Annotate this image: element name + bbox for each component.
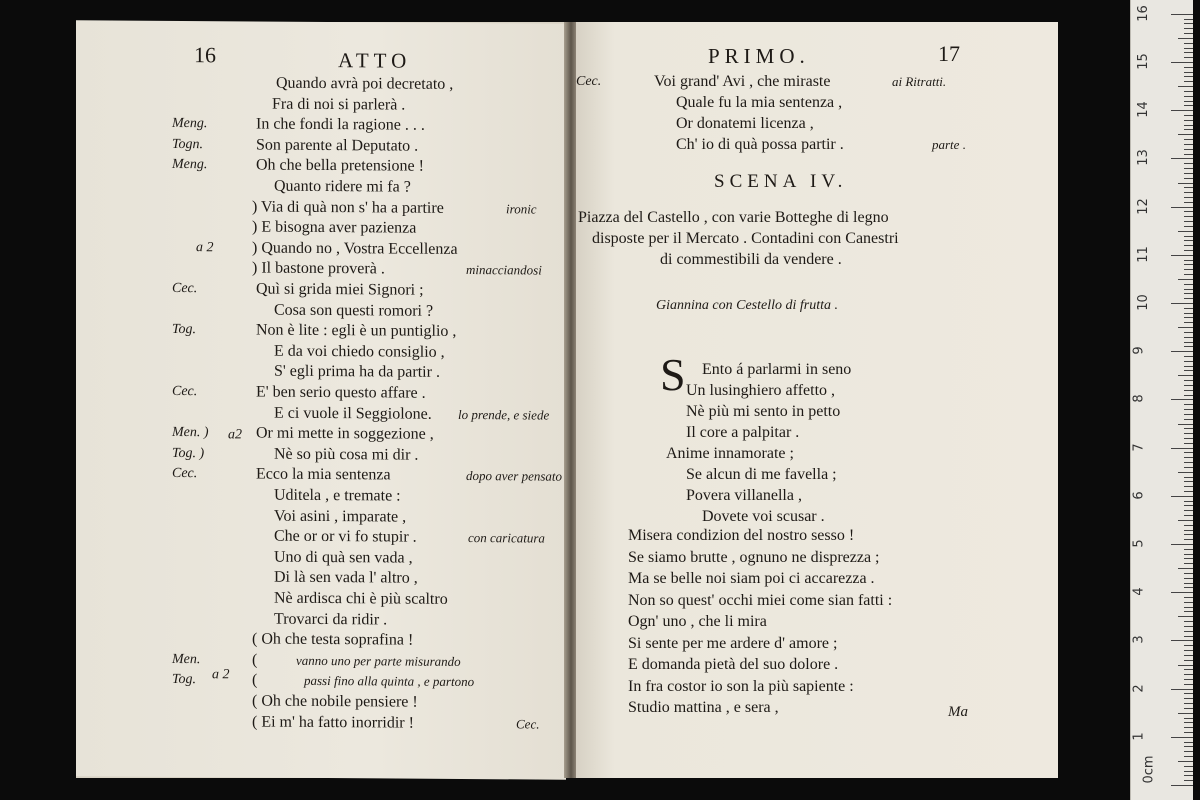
- stage-direction: passi fino alla quinta , e partono: [304, 673, 475, 690]
- ruler-tick: [1178, 327, 1193, 328]
- ruler-tick: [1184, 645, 1193, 646]
- ruler-tick: [1184, 693, 1193, 694]
- ruler-tick: [1184, 289, 1193, 290]
- ruler-tick: [1184, 727, 1193, 728]
- ruler-tick: [1184, 607, 1193, 608]
- ruler-tick: [1184, 149, 1193, 150]
- verse-line: ( Oh che nobile pensiere !: [252, 692, 418, 711]
- ruler-tick: [1184, 173, 1193, 174]
- ruler-tick: [1184, 269, 1193, 270]
- ruler-number: 5: [1131, 539, 1147, 548]
- verse-line: Ecco la mia sentenza: [256, 465, 391, 484]
- ruler-tick: [1184, 120, 1193, 121]
- stage-direction: con caricatura: [468, 530, 545, 546]
- ruler-number: 1: [1131, 732, 1147, 741]
- scene-setting-line: disposte per il Mercato . Contadini con Canestri: [592, 230, 899, 247]
- ruler-tick: [1178, 86, 1193, 87]
- scene-title: SCENA IV.: [714, 171, 848, 192]
- ruler-tick: [1184, 313, 1193, 314]
- ruler-tick: [1184, 452, 1193, 453]
- speaker-label: Meng.: [172, 157, 208, 173]
- ruler-tick: [1184, 404, 1193, 405]
- verse-line: Che or or vi fo stupir .: [274, 527, 417, 546]
- ruler-number: 9: [1131, 346, 1147, 355]
- ruler-tick: [1184, 72, 1193, 73]
- speaker-label: Tog.: [172, 322, 197, 338]
- ruler-tick: [1178, 279, 1193, 280]
- ruler-tick: [1184, 419, 1193, 420]
- ruler-tick: [1184, 708, 1193, 709]
- ruler-tick: [1178, 616, 1193, 617]
- ruler-tick: [1184, 655, 1193, 656]
- ruler-tick: [1184, 428, 1193, 429]
- ruler-tick: [1184, 144, 1193, 145]
- ruler-tick: [1184, 43, 1193, 44]
- recitative-line: Se siamo brutte , ognuno ne disprezza ;: [628, 548, 880, 566]
- ruler-tick: [1178, 568, 1193, 569]
- ruler-tick: [1184, 554, 1193, 555]
- recitative-line: Studio mattina , e sera ,: [628, 699, 779, 716]
- ruler-tick: [1184, 433, 1193, 434]
- recitative-line: Ogn' uno , che li mira: [628, 613, 767, 630]
- stage-direction: minacciandosi: [466, 262, 542, 278]
- ruler-tick: [1184, 293, 1193, 294]
- speaker-label: Cec.: [172, 383, 198, 400]
- ruler-tick: [1184, 19, 1193, 20]
- ruler-tick: [1184, 33, 1193, 34]
- verse-line: ) E bisogna aver pazienza: [252, 218, 417, 237]
- aria-line: Povera villanella ,: [686, 487, 802, 504]
- verse-line: Voi asini , imparate ,: [274, 507, 407, 526]
- ruler-tick: [1178, 183, 1193, 184]
- ruler-tick: [1184, 342, 1193, 343]
- ruler-tick: [1184, 91, 1193, 92]
- ruler-tick: [1184, 698, 1193, 699]
- ruler-tick: [1171, 303, 1193, 304]
- ruler-tick: [1184, 178, 1193, 179]
- ruler-tick: [1184, 409, 1193, 410]
- ruler-tick: [1184, 573, 1193, 574]
- verse-line: Uditela , e tremate :: [274, 486, 401, 505]
- ruler-tick: [1184, 105, 1193, 106]
- ruler-tick: [1184, 650, 1193, 651]
- aria-line: Se alcun di me favella ;: [686, 466, 837, 483]
- ruler-tick: [1184, 192, 1193, 193]
- ruler-number: 16: [1135, 5, 1151, 22]
- verse-line: Ch' io di quà possa partir .: [676, 136, 844, 153]
- ruler-tick: [1171, 158, 1193, 159]
- stage-direction: lo prende, e siede: [458, 406, 550, 423]
- ruler-tick: [1184, 626, 1193, 627]
- ruler-tick: [1178, 424, 1193, 425]
- verse-line: ( Oh che testa soprafina !: [252, 630, 414, 649]
- ruler-tick: [1184, 746, 1193, 747]
- ruler-tick: [1184, 163, 1193, 164]
- verse-line: Son parente al Deputato .: [256, 136, 419, 155]
- ruler-tick: [1184, 187, 1193, 188]
- ruler-tick: [1184, 337, 1193, 338]
- ruler-tick: [1184, 775, 1193, 776]
- a2-marker: a2: [228, 427, 242, 443]
- ruler-tick: [1184, 76, 1193, 77]
- verse-line: S' egli prima ha da partir .: [274, 363, 440, 382]
- verse-line: Nè so più cosa mi dir .: [274, 445, 419, 464]
- catchword: Ma: [948, 704, 968, 720]
- ruler-tick: [1171, 496, 1193, 497]
- verse-line: ) Via di quà non s' ha a partire: [252, 198, 444, 217]
- ruler-tick: [1184, 732, 1193, 733]
- ruler-tick: [1184, 771, 1193, 772]
- ruler-tick: [1184, 722, 1193, 723]
- ruler-tick: [1184, 679, 1193, 680]
- stage-direction: vanno uno per parte misurando: [296, 652, 461, 669]
- ruler-tick: [1184, 510, 1193, 511]
- aria-line: Anime innamorate ;: [666, 445, 794, 462]
- ruler-tick: [1184, 264, 1193, 265]
- ruler-number: 12: [1135, 197, 1151, 215]
- ruler-unit-label: 0cm: [1141, 755, 1157, 784]
- ruler-number: 8: [1131, 394, 1147, 404]
- ruler-number: 4: [1131, 587, 1147, 596]
- book-spread: [76, 22, 1058, 778]
- ruler-tick: [1184, 515, 1193, 516]
- ruler-number: 15: [1135, 53, 1151, 70]
- ruler-number: 10: [1135, 294, 1151, 311]
- verse-line: E ci vuole il Seggiolone.: [274, 404, 432, 423]
- ruler-tick: [1171, 14, 1193, 15]
- ruler-tick: [1184, 57, 1193, 58]
- verse-line: Quale fu la mia sentenza ,: [676, 94, 843, 111]
- page-number: 16: [194, 42, 216, 68]
- recitative-line: E domanda pietà del suo dolore .: [628, 656, 839, 673]
- ruler-tick: [1171, 62, 1193, 63]
- ruler-tick: [1184, 751, 1193, 752]
- a2-marker: a 2: [212, 667, 230, 683]
- aria-line: Nè più mi sento in petto: [686, 403, 841, 420]
- verse-line: Or mi mette in soggezione ,: [256, 424, 434, 443]
- ruler-tick: [1184, 28, 1193, 29]
- verse-line: Non è lite : egli è un puntiglio ,: [256, 321, 457, 341]
- ruler-tick: [1184, 284, 1193, 285]
- character-entry: Giannina con Cestello di frutta .: [656, 298, 838, 313]
- ruler-tick: [1184, 660, 1193, 661]
- ruler-number: 6: [1131, 491, 1147, 500]
- running-header: ATTO: [338, 48, 412, 73]
- ruler-tick: [1184, 346, 1193, 347]
- verse-line: Oh che bella pretensione !: [256, 156, 424, 176]
- ruler-tick: [1184, 221, 1193, 222]
- ruler-tick: [1184, 684, 1193, 685]
- ruler-tick: [1184, 366, 1193, 367]
- ruler-tick: [1184, 631, 1193, 632]
- ruler-tick: [1171, 207, 1193, 208]
- aria-line: Ento á parlarmi in seno: [702, 361, 852, 378]
- ruler-tick: [1184, 457, 1193, 458]
- ruler-tick: [1184, 240, 1193, 241]
- ruler-tick: [1184, 245, 1193, 246]
- ruler-tick: [1184, 356, 1193, 357]
- ruler-tick: [1184, 385, 1193, 386]
- verse-line: Quando avrà poi decretato ,: [276, 74, 454, 93]
- ruler-tick: [1184, 611, 1193, 612]
- ruler-tick: [1171, 544, 1193, 545]
- ruler-tick: [1184, 139, 1193, 140]
- aria-line: Dovete voi scusar .: [702, 508, 825, 525]
- ruler-tick: [1184, 236, 1193, 237]
- recitative-line: In fra costor io son la più sapiente :: [628, 677, 854, 695]
- ruler-tick: [1184, 395, 1193, 396]
- ruler-tick: [1184, 530, 1193, 531]
- ruler-tick: [1171, 448, 1193, 449]
- ruler-tick: [1184, 587, 1193, 588]
- ruler-tick: [1171, 737, 1193, 738]
- ruler-tick: [1171, 785, 1193, 786]
- drop-cap: S: [660, 349, 686, 400]
- ruler-tick: [1184, 125, 1193, 126]
- ruler-tick: [1184, 332, 1193, 333]
- ruler-tick: [1178, 38, 1193, 39]
- ruler-tick: [1184, 202, 1193, 203]
- ruler-tick: [1184, 129, 1193, 130]
- ruler-tick: [1171, 110, 1193, 111]
- ruler-tick: [1184, 438, 1193, 439]
- verse-line: Voi grand' Avi , che miraste: [654, 73, 831, 90]
- ruler-tick: [1178, 761, 1193, 762]
- ruler-tick: [1171, 689, 1193, 690]
- ruler-tick: [1184, 48, 1193, 49]
- speaker-label: Tog.: [172, 672, 197, 688]
- verse-line: Quì si grida miei Signori ;: [256, 280, 424, 299]
- ruler-tick: [1184, 370, 1193, 371]
- ruler-tick: [1184, 669, 1193, 670]
- ruler-tick: [1184, 491, 1193, 492]
- ruler-tick: [1184, 534, 1193, 535]
- ruler-tick: [1184, 96, 1193, 97]
- verse-line: Quanto ridere mi fa ?: [274, 177, 411, 196]
- aria-line: Un lusinghiero affetto ,: [686, 382, 836, 399]
- ruler-tick: [1184, 81, 1193, 82]
- ruler-tick: [1184, 52, 1193, 53]
- ruler-number: 7: [1131, 442, 1147, 452]
- ruler-tick: [1171, 255, 1193, 256]
- speaker-label: Togn.: [172, 136, 204, 152]
- recitative-line: Si sente per me ardere d' amore ;: [628, 634, 838, 652]
- speaker-label: Meng.: [172, 116, 208, 132]
- ruler-tick: [1184, 621, 1193, 622]
- speaker-label: Cec.: [172, 280, 198, 297]
- ruler-tick: [1184, 578, 1193, 579]
- ruler-tick: [1184, 703, 1193, 704]
- ruler-tick: [1184, 23, 1193, 24]
- ruler-number: 2: [1131, 683, 1147, 693]
- ruler-tick: [1184, 501, 1193, 502]
- stage-direction: Cec.: [516, 715, 540, 732]
- verse-line: Cosa son questi romori ?: [274, 301, 434, 320]
- ruler-tick: [1184, 462, 1193, 463]
- ruler-tick: [1184, 636, 1193, 637]
- ruler-tick: [1184, 477, 1193, 478]
- verse-line: (: [252, 651, 258, 669]
- ruler-tick: [1184, 558, 1193, 559]
- ruler-tick: [1184, 780, 1193, 781]
- ruler-tick: [1184, 486, 1193, 487]
- ruler-tick: [1184, 168, 1193, 169]
- ruler-tick: [1184, 390, 1193, 391]
- ruler-tick: [1184, 197, 1193, 198]
- ruler-tick: [1178, 231, 1193, 232]
- verse-line: ( Ei m' ha fatto inorridir !: [252, 713, 414, 732]
- ruler-tick: [1184, 443, 1193, 444]
- ruler-number: 13: [1135, 149, 1151, 167]
- verse-line: Or donatemi licenza ,: [676, 115, 814, 132]
- verse-line: E' ben serio questo affare .: [256, 383, 426, 402]
- verse-line: Nè ardisca chi è più scaltro: [274, 589, 448, 608]
- ruler-tick: [1178, 520, 1193, 521]
- ruler-tick: [1184, 525, 1193, 526]
- speaker-label: Men. ): [172, 425, 209, 441]
- measurement-ruler: [1130, 0, 1193, 800]
- ruler-tick: [1184, 361, 1193, 362]
- scene-setting-line: di commestibili da vendere .: [660, 251, 842, 268]
- ruler-tick: [1184, 756, 1193, 757]
- ruler-tick: [1184, 380, 1193, 381]
- ruler-tick: [1178, 665, 1193, 666]
- ruler-number: 11: [1135, 246, 1151, 263]
- stage-direction: ironic: [506, 200, 537, 217]
- ruler-tick: [1184, 154, 1193, 155]
- ruler-tick: [1184, 298, 1193, 299]
- verse-line: (: [252, 671, 258, 689]
- running-header: PRIMO.: [708, 44, 810, 68]
- ruler-tick: [1178, 134, 1193, 135]
- ruler-tick: [1184, 602, 1193, 603]
- ruler-tick: [1171, 351, 1193, 352]
- recitative-line: Ma se belle noi siam poi ci accarezza .: [628, 570, 875, 587]
- ruler-tick: [1184, 115, 1193, 116]
- ruler-tick: [1178, 472, 1193, 473]
- ruler-tick: [1184, 216, 1193, 217]
- ruler-tick: [1184, 549, 1193, 550]
- stage-direction: ai Ritratti.: [892, 74, 947, 89]
- ruler-tick: [1184, 583, 1193, 584]
- aria-line: Il core a palpitar .: [686, 424, 800, 441]
- speaker-label: Cec.: [172, 466, 198, 482]
- ruler-number: 14: [1135, 101, 1151, 118]
- ruler-tick: [1178, 375, 1193, 376]
- ruler-tick: [1184, 674, 1193, 675]
- verse-line: Trovarci da ridir .: [274, 610, 388, 629]
- right-page: [576, 22, 1058, 778]
- page-number: 17: [938, 41, 960, 66]
- verse-line: ) Quando no , Vostra Eccellenza: [252, 239, 458, 258]
- ruler-tick: [1184, 467, 1193, 468]
- recitative-line: Misera condizion del nostro sesso !: [628, 527, 855, 544]
- ruler-tick: [1184, 211, 1193, 212]
- verse-line: Di là sen vada l' altro ,: [274, 569, 418, 588]
- ruler-tick: [1184, 481, 1193, 482]
- ruler-tick: [1184, 67, 1193, 68]
- ruler-tick: [1184, 414, 1193, 415]
- ruler-tick: [1184, 101, 1193, 102]
- verse-line: In che fondi la ragione . . .: [256, 115, 425, 134]
- ruler-number: 3: [1131, 635, 1147, 645]
- ruler-tick: [1171, 640, 1193, 641]
- ruler-tick: [1184, 274, 1193, 275]
- ruler-tick: [1184, 308, 1193, 309]
- stage-direction: dopo aver pensato: [466, 468, 563, 485]
- ruler-tick: [1184, 317, 1193, 318]
- verse-line: E da voi chiedo consiglio ,: [274, 342, 445, 361]
- stage-direction: parte .: [932, 137, 966, 152]
- left-page: [76, 20, 566, 779]
- ruler-tick: [1184, 539, 1193, 540]
- ruler-tick: [1184, 322, 1193, 323]
- ruler-tick: [1184, 597, 1193, 598]
- ruler-tick: [1184, 226, 1193, 227]
- scene-setting-line: Piazza del Castello , con varie Botteghe di legno: [578, 209, 889, 226]
- speaker-label: Men.: [172, 651, 201, 667]
- speaker-label: Cec.: [576, 74, 602, 89]
- ruler-tick: [1184, 260, 1193, 261]
- ruler-tick: [1184, 505, 1193, 506]
- ruler-tick: [1178, 713, 1193, 714]
- ruler-tick: [1171, 399, 1193, 400]
- recitative-line: Non so quest' occhi miei come sian fatti :: [628, 591, 893, 609]
- ruler-tick: [1184, 250, 1193, 251]
- speaker-label: Tog. ): [172, 445, 205, 461]
- verse-line: Uno di quà sen vada ,: [274, 548, 413, 567]
- ruler-tick: [1184, 563, 1193, 564]
- verse-line: Fra di noi si parlerà .: [272, 95, 406, 114]
- verse-line: ) Il bastone proverà .: [252, 259, 385, 278]
- ruler-tick: [1184, 742, 1193, 743]
- ruler-tick: [1184, 718, 1193, 719]
- ruler-tick: [1184, 766, 1193, 767]
- speaker-label: a 2: [196, 239, 214, 256]
- ruler-tick: [1171, 592, 1193, 593]
